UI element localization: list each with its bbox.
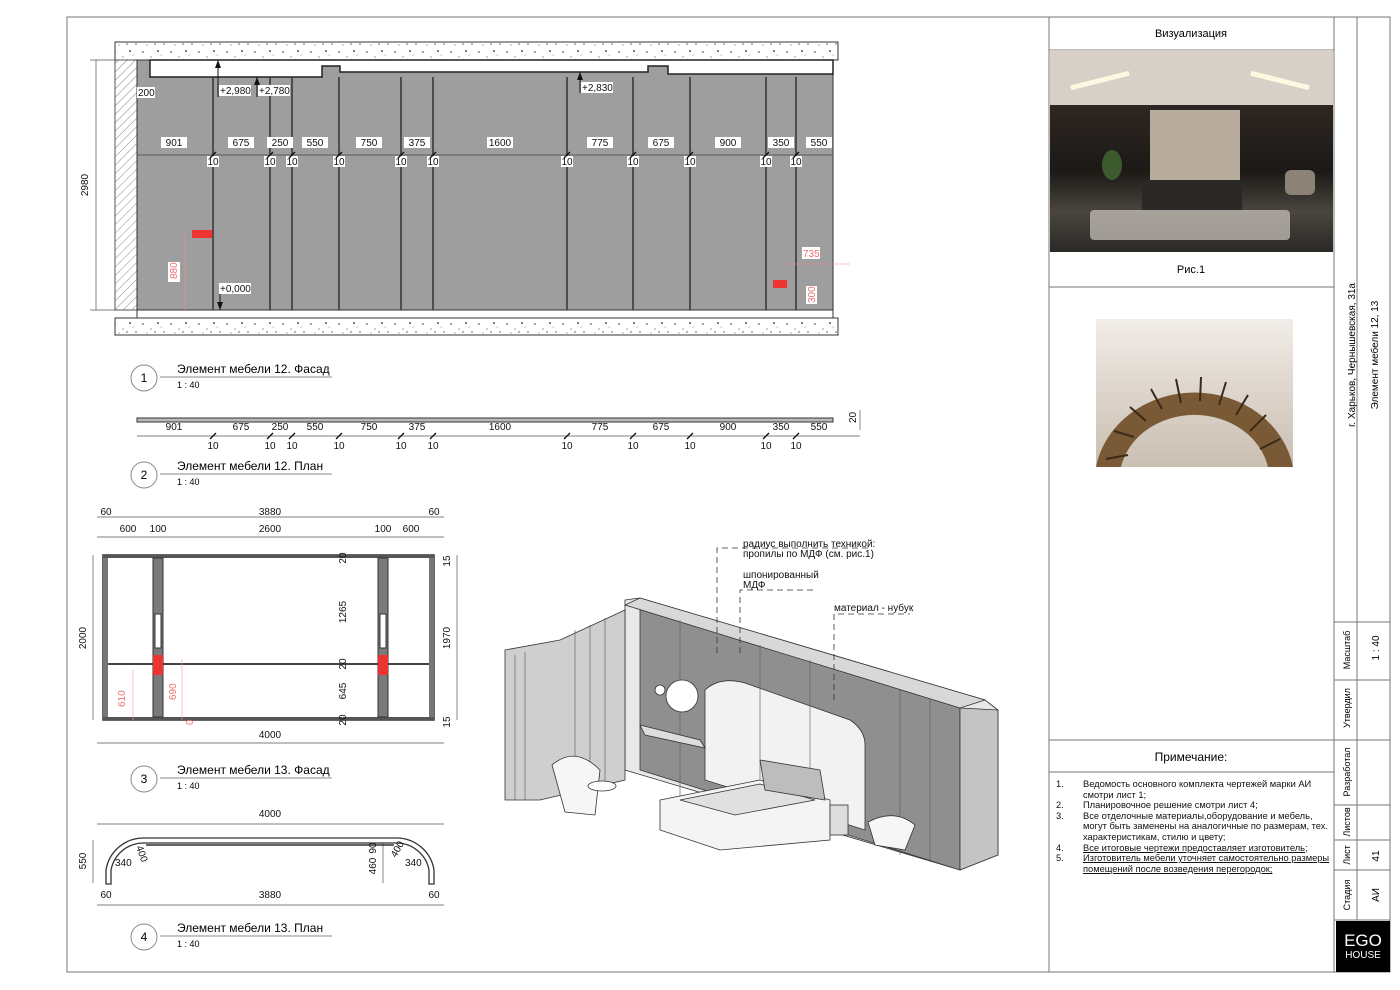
- plan12-width-label: 550: [306, 422, 324, 433]
- dim-60-left: 60: [100, 890, 112, 901]
- elevation12-width-label: 901: [165, 138, 183, 149]
- elevation12-width-label: 250: [271, 138, 289, 149]
- drawing-title-2: [131, 459, 332, 488]
- title-block: [1342, 283, 1382, 911]
- plan12-width-label: 375: [408, 422, 426, 433]
- dim-20: 20: [338, 552, 349, 564]
- drawing-scale: 1 : 40: [177, 477, 200, 487]
- drawing-title: Элемент мебели 12. Фасад: [177, 362, 330, 376]
- dim-2000: 2000: [78, 626, 89, 650]
- note-text: Изготовитель мебели уточняет самостоятельно размеры помещений после возведения перегородок;: [1083, 853, 1330, 874]
- dim-15: 15: [442, 555, 453, 567]
- plan12-width-label: 250: [271, 422, 289, 433]
- figure-1-texture: [1096, 319, 1293, 467]
- sheets-label: Листов: [1342, 807, 1352, 837]
- developed-label: Разработал: [1342, 747, 1352, 797]
- red-dim-735: 735: [803, 249, 820, 260]
- visualization-title: Визуализация: [1154, 28, 1228, 40]
- elevation12-gap-label: 10: [561, 157, 573, 168]
- callout-veneer-1: шпонированный: [743, 570, 819, 581]
- elevation12-gap-label: 10: [790, 157, 802, 168]
- elevation12-gap-label: 10: [286, 157, 298, 168]
- red-dim-0: 0: [185, 719, 196, 725]
- plan12-width-label: 675: [652, 422, 670, 433]
- elevation-12-drawing: [80, 42, 850, 335]
- offset-dim: 200: [138, 88, 155, 99]
- plan-12-drawing: [137, 410, 860, 452]
- plan12-gap-label: 10: [264, 441, 276, 452]
- elevation-13-drawing: [78, 507, 457, 743]
- elevation12-width-label: 375: [408, 138, 426, 149]
- drawing-scale: 1 : 40: [177, 939, 200, 949]
- note-item: [1056, 800, 1336, 811]
- plan12-gap-label: 10: [207, 441, 219, 452]
- elevation12-width-label: 350: [772, 138, 790, 149]
- plan12-width-label: 350: [772, 422, 790, 433]
- drawing-title-1: [131, 362, 332, 391]
- elevation12-gap-label: 10: [684, 157, 696, 168]
- dim-90: 90: [368, 842, 379, 854]
- figure-caption: Рис.1: [1176, 264, 1206, 276]
- dim-2600: 2600: [258, 524, 282, 535]
- red-dim-300: 300: [807, 286, 818, 303]
- dim-4000: 4000: [258, 809, 282, 820]
- elevation12-gap-label: 10: [760, 157, 772, 168]
- approved-label: Утвердил: [1342, 688, 1352, 728]
- elevation12-width-label: 1600: [488, 138, 512, 149]
- plan12-width-label: 750: [360, 422, 378, 433]
- callout-radius-2: пропилы по МДФ (см. рис.1): [743, 549, 874, 560]
- socket-icon: [192, 230, 212, 238]
- elevation12-width-label: 675: [232, 138, 250, 149]
- elevation12-width-label: 675: [652, 138, 670, 149]
- note-text: Планировочное решение смотри лист 4;: [1083, 800, 1258, 811]
- drawing-number: 3: [140, 772, 148, 786]
- visualization-image: [1050, 50, 1333, 252]
- elevation12-gap-label: 10: [627, 157, 639, 168]
- sheet-value: 41: [1371, 850, 1382, 862]
- drawing-title-4: [131, 921, 332, 950]
- note-text: Все отделочные материалы,оборудование и мебель, могут быть заменены на аналогичные по размерам, тех. характеристикам, стилю и цвету;: [1083, 810, 1328, 842]
- plan12-width-label: 550: [810, 422, 828, 433]
- drawing-title: Элемент мебели 12. План: [177, 459, 324, 473]
- callout-radius-1: радиус выполнить техникой:: [743, 539, 876, 550]
- plan12-gap-label: 10: [286, 441, 298, 452]
- height-dim: 2980: [80, 173, 91, 197]
- radius-340: 340: [405, 858, 422, 869]
- dim-60-right: 60: [428, 507, 440, 518]
- dim-600: 600: [402, 524, 420, 535]
- dim-100: 100: [149, 524, 167, 535]
- plan12-width-label: 675: [232, 422, 250, 433]
- dim-60-left: 60: [100, 507, 112, 518]
- level-0000: +0,000: [220, 284, 251, 295]
- scale-value: 1 : 40: [1371, 635, 1382, 661]
- red-dim-880: 880: [169, 262, 180, 279]
- sheet-label: Лист: [1342, 845, 1352, 865]
- plan12-width-label: 900: [719, 422, 737, 433]
- project-address: г. Харьков, Чернышевская, 31а: [1347, 283, 1358, 427]
- socket-icon: [773, 280, 787, 288]
- callout-veneer-2: МДФ: [743, 580, 766, 591]
- plan12-gap-label: 10: [627, 441, 639, 452]
- dim-600: 600: [119, 524, 137, 535]
- socket-icon: [378, 655, 388, 675]
- plan12-width-label: 1600: [488, 422, 512, 433]
- dim-460: 460: [368, 857, 379, 875]
- level-2780: +2,780: [259, 86, 290, 97]
- note-item: [1056, 843, 1336, 854]
- plan12-gap-label: 10: [333, 441, 345, 452]
- scale-label: Масштаб: [1342, 630, 1352, 670]
- elevation12-width-label: 900: [719, 138, 737, 149]
- notes-title: Примечание:: [1154, 750, 1228, 764]
- plan12-gap-label: 10: [427, 441, 439, 452]
- elevation12-width-label: 775: [591, 138, 609, 149]
- axonometric-view: [505, 598, 998, 870]
- note-number: 1.: [1056, 779, 1064, 789]
- drawing-number: 4: [140, 930, 148, 944]
- dim-550: 550: [78, 852, 89, 870]
- notes-list: [1056, 779, 1336, 874]
- level-2830: +2,830: [582, 83, 613, 94]
- note-item: [1056, 779, 1336, 800]
- logo-line-2: HOUSE: [1345, 950, 1381, 961]
- depth-dim: 20: [848, 411, 859, 423]
- sheet-name: Элемент мебели 12, 13: [1370, 300, 1381, 410]
- plan-13-drawing: [78, 809, 444, 905]
- drawing-scale: 1 : 40: [177, 781, 200, 791]
- drawing-number: 1: [140, 371, 148, 385]
- note-item: [1056, 853, 1336, 874]
- dim-1970: 1970: [442, 626, 453, 650]
- drawing-number: 2: [140, 468, 148, 482]
- elevation12-gap-label: 10: [427, 157, 439, 168]
- elevation12-width-label: 750: [360, 138, 378, 149]
- radius-400: 400: [389, 839, 407, 860]
- dim-15: 15: [442, 716, 453, 728]
- elevation12-gap-label: 10: [264, 157, 276, 168]
- drawing-title: Элемент мебели 13. Фасад: [177, 763, 330, 777]
- radius-400: 400: [133, 844, 150, 864]
- dim-4000: 4000: [258, 730, 282, 741]
- logo-line-1: EGO: [1344, 931, 1382, 950]
- note-number: 2.: [1056, 800, 1064, 811]
- drawing-scale: 1 : 40: [177, 380, 200, 390]
- dim-100: 100: [374, 524, 392, 535]
- stage-value: АИ: [1371, 888, 1382, 902]
- note-text: Все итоговые чертежи предоставляет изготовитель;: [1083, 842, 1308, 853]
- level-2980: +2,980: [220, 86, 251, 97]
- dim-1265: 1265: [338, 600, 349, 624]
- dim-20: 20: [338, 658, 349, 670]
- elevation12-width-label: 550: [810, 138, 828, 149]
- elevation12-width-label: 550: [306, 138, 324, 149]
- wall-hatch: [115, 60, 137, 310]
- dim-3880: 3880: [258, 507, 282, 518]
- note-number: 4.: [1056, 842, 1064, 853]
- plan12-width-label: 901: [165, 422, 183, 433]
- note-number: 3.: [1056, 810, 1064, 821]
- radius-340: 340: [115, 858, 132, 869]
- panel-wall: [137, 60, 833, 310]
- ego-house-logo: [1336, 921, 1390, 972]
- drawing-title: Элемент мебели 13. План: [177, 921, 324, 935]
- callout-nubuck: материал - нубук: [834, 603, 914, 614]
- note-number: 5.: [1056, 853, 1064, 864]
- plan12-gap-label: 10: [760, 441, 772, 452]
- note-item: [1056, 811, 1336, 843]
- elevation12-gap-label: 10: [207, 157, 219, 168]
- plan12-gap-label: 10: [684, 441, 696, 452]
- elevation12-gap-label: 10: [333, 157, 345, 168]
- dim-645: 645: [338, 682, 349, 700]
- socket-icon: [153, 655, 163, 675]
- plan12-width-label: 775: [591, 422, 609, 433]
- plan12-gap-label: 10: [561, 441, 573, 452]
- stage-label: Стадия: [1342, 879, 1352, 911]
- red-dim-690: 690: [168, 683, 179, 700]
- red-dim-610: 610: [117, 690, 128, 707]
- drawing-title-3: [131, 763, 332, 792]
- note-text: Ведомость основного комплекта чертежей марки АИ смотри лист 1;: [1083, 779, 1312, 800]
- dim-3880: 3880: [258, 890, 282, 901]
- plan12-gap-label: 10: [395, 441, 407, 452]
- dim-60-right: 60: [428, 890, 440, 901]
- dim-20: 20: [338, 714, 349, 726]
- plan12-gap-label: 10: [790, 441, 802, 452]
- elevation12-gap-label: 10: [395, 157, 407, 168]
